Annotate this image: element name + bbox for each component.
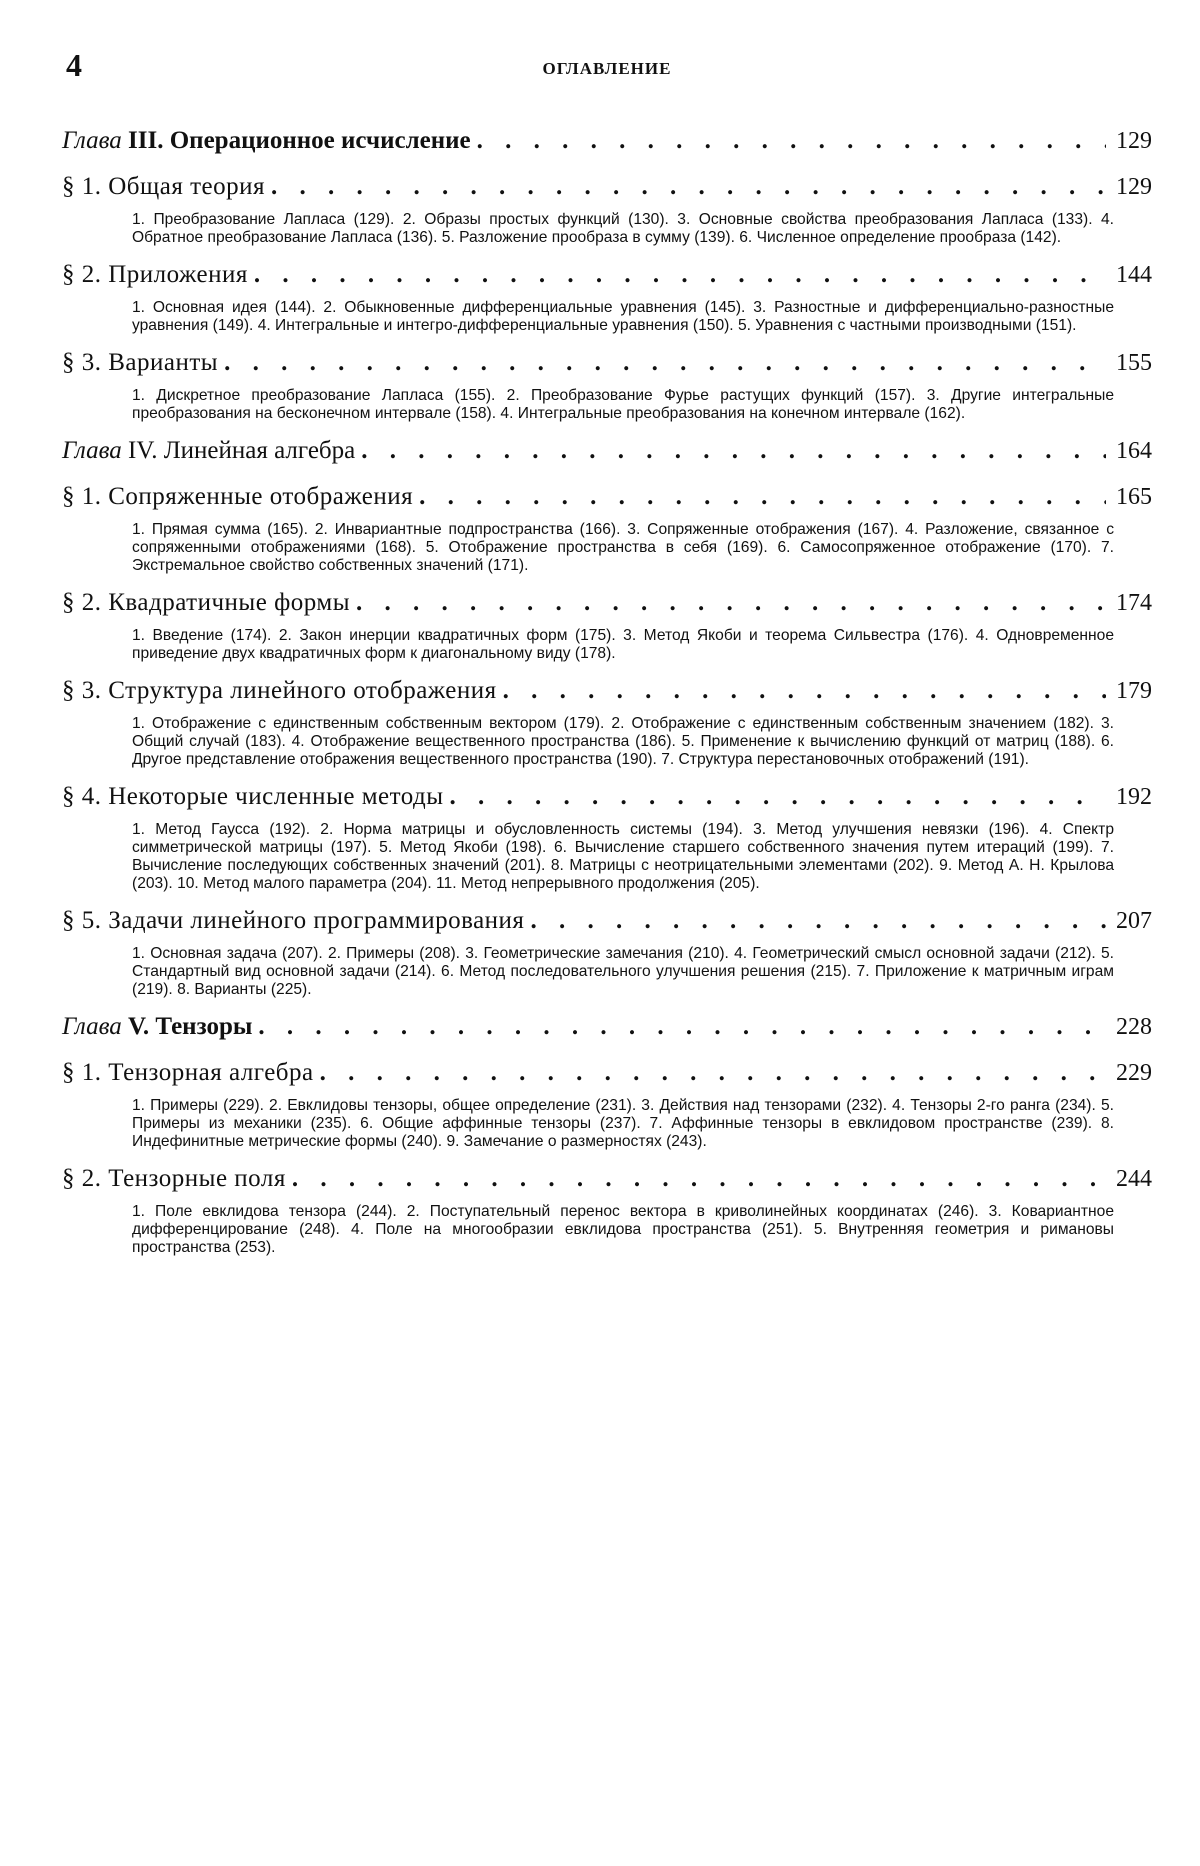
- toc-section-5-2[interactable]: [62, 1163, 1152, 1195]
- page-ref: 229: [1116, 1060, 1152, 1086]
- chapter-title: IV. Линейная алгебра: [128, 437, 356, 464]
- toc-chapter-5[interactable]: [62, 1011, 1152, 1043]
- section-contents: 1. Поле евклидова тензора (244). 2. Поступательный перенос вектора в криволинейных координатах (246). 3. Ковариантное дифференцирование (248). 4. Поле на многообразии евклидова пространства (251). 5. Внутренняя геометрия и римановы пространства (253).: [132, 1203, 1114, 1256]
- dot-leader: [258, 1011, 1106, 1043]
- page-ref: 179: [1116, 678, 1152, 704]
- chapter-prefix: Глава: [62, 127, 122, 154]
- dot-leader: [361, 435, 1106, 467]
- page-ref: 228: [1116, 1014, 1152, 1040]
- dot-leader: [254, 259, 1106, 291]
- toc-section-3-3[interactable]: [62, 347, 1152, 379]
- chapter-prefix: Глава: [62, 1013, 122, 1040]
- page-ref: 144: [1116, 262, 1152, 288]
- section-contents: 1. Основная идея (144). 2. Обыкновенные дифференциальные уравнения (145). 3. Разностные и дифференциально-разностные уравнения (149). 4. Интегральные и интегро-дифференциальные уравнения (150). 5. Уравнения с частными производными (151).: [132, 299, 1114, 334]
- toc-page: [62, 45, 1152, 1269]
- section-contents: 1. Дискретное преобразование Лапласа (155). 2. Преобразование Фурье растущих функций (157). 3. Другие интегральные преобразования на бесконечном интервале (158). 4. Интегральные преобразования на конечном интервале (162).: [132, 387, 1114, 422]
- dot-leader: [530, 905, 1106, 937]
- running-title: ОГЛАВЛЕНИЕ: [542, 59, 672, 78]
- section-contents: 1. Примеры (229). 2. Евклидовы тензоры, общее определение (231). 3. Действия над тензорами (232). 4. Тензоры 2-го ранга (234). 5. Примеры из механики (235). 6. Общие аффинные тензоры (237). 7. Аффинные тензоры в евклидовом пространстве (239). 8. Индефинитные метрические формы (240). 9. Замечание о размерностях (243).: [132, 1097, 1114, 1150]
- toc-section-3-2[interactable]: [62, 259, 1152, 291]
- dot-leader: [419, 481, 1106, 513]
- chapter-title: III. Операционное исчисление: [128, 127, 471, 154]
- toc-section-4-3[interactable]: [62, 675, 1152, 707]
- page-ref: 165: [1116, 484, 1152, 510]
- toc-section-3-1[interactable]: [62, 171, 1152, 203]
- section-title: § 2. Квадратичные формы: [62, 589, 351, 616]
- page-ref: 129: [1116, 128, 1152, 154]
- section-title: § 3. Структура линейного отображения: [62, 677, 497, 704]
- section-contents: 1. Введение (174). 2. Закон инерции квадратичных форм (175). 3. Метод Якоби и теорема Сильвестра (176). 4. Одновременное приведение двух квадратичных форм к диагональному виду (178).: [132, 627, 1114, 662]
- toc-chapter-4[interactable]: [62, 435, 1152, 467]
- section-title: § 5. Задачи линейного программирования: [62, 907, 525, 934]
- toc-section-5-1[interactable]: [62, 1057, 1152, 1089]
- section-contents: 1. Отображение с единственным собственным вектором (179). 2. Отображение с единственным собственным значением (182). 3. Общий случай (183). 4. Отображение вещественного пространства (186). 5. Применение к вычислению функций от матриц (188). 6. Другое представление отображения вещественного пространства (190). 7. Структура перестановочных отображений (191).: [132, 715, 1114, 768]
- section-contents: 1. Прямая сумма (165). 2. Инвариантные подпространства (166). 3. Сопряженные отображения (167). 4. Разложение, связанное с сопряженными отображениями (168). 5. Отображение пространства в себя (169). 6. Самосопряженное отображение (170). 7. Экстремальное свойство собственных значений (171).: [132, 521, 1114, 574]
- section-contents: 1. Основная задача (207). 2. Примеры (208). 3. Геометрические замечания (210). 4. Геометрический смысл основной задачи (212). 5. Стандартный вид основной задачи (214). 6. Метод последовательного улучшения решения (215). 7. Приложение к матричным играм (219). 8. Варианты (225).: [132, 945, 1114, 998]
- dot-leader: [356, 587, 1106, 619]
- dot-leader: [503, 675, 1106, 707]
- section-title: § 4. Некоторые численные методы: [62, 783, 444, 810]
- section-title: § 1. Общая теория: [62, 173, 266, 200]
- chapter-prefix: Глава: [62, 437, 122, 464]
- page-ref: 155: [1116, 350, 1152, 376]
- toc-section-4-5[interactable]: [62, 905, 1152, 937]
- dot-leader: [320, 1057, 1106, 1089]
- section-contents: 1. Преобразование Лапласа (129). 2. Образы простых функций (130). 3. Основные свойства преобразования Лапласа (133). 4. Обратное преобразование Лапласа (136). 5. Разложение прообраза в сумму (139). 6. Численное определение прообраза (142).: [132, 211, 1114, 246]
- toc-section-4-2[interactable]: [62, 587, 1152, 619]
- dot-leader: [477, 125, 1106, 157]
- page-ref: 174: [1116, 590, 1152, 616]
- page-ref: 129: [1116, 174, 1152, 200]
- section-title: § 1. Сопряженные отображения: [62, 483, 414, 510]
- section-contents: 1. Метод Гаусса (192). 2. Норма матрицы и обусловленность системы (194). 3. Метод улучшения невязки (196). 4. Спектр симметрической матрицы (197). 5. Метод Якоби (198). 6. Вычисление старшего собственного значения путем итераций (199). 7. Вычисление последующих собственных значений (201). 8. Матрицы с неотрицательными элементами (202). 9. Метод А. Н. Крылова (203). 10. Метод малого параметра (204). 11. Метод непрерывного продолжения (205).: [132, 821, 1114, 892]
- dot-leader: [271, 171, 1106, 203]
- section-title: § 2. Тензорные поля: [62, 1165, 286, 1192]
- dot-leader: [450, 781, 1106, 813]
- toc-section-4-1[interactable]: [62, 481, 1152, 513]
- page-ref: 164: [1116, 438, 1152, 464]
- table-of-contents: [62, 125, 1152, 1257]
- toc-section-4-4[interactable]: [62, 781, 1152, 813]
- page-ref: 244: [1116, 1166, 1152, 1192]
- page-ref: 207: [1116, 908, 1152, 934]
- page-number: 4: [66, 47, 82, 83]
- toc-chapter-3[interactable]: [62, 125, 1152, 157]
- chapter-title: V. Тензоры: [128, 1013, 253, 1040]
- page-ref: 192: [1116, 784, 1152, 810]
- section-title: § 2. Приложения: [62, 261, 248, 288]
- page-header: [62, 45, 1152, 85]
- dot-leader: [292, 1163, 1106, 1195]
- section-title: § 1. Тензорная алгебра: [62, 1059, 314, 1086]
- section-title: § 3. Варианты: [62, 349, 219, 376]
- dot-leader: [224, 347, 1106, 379]
